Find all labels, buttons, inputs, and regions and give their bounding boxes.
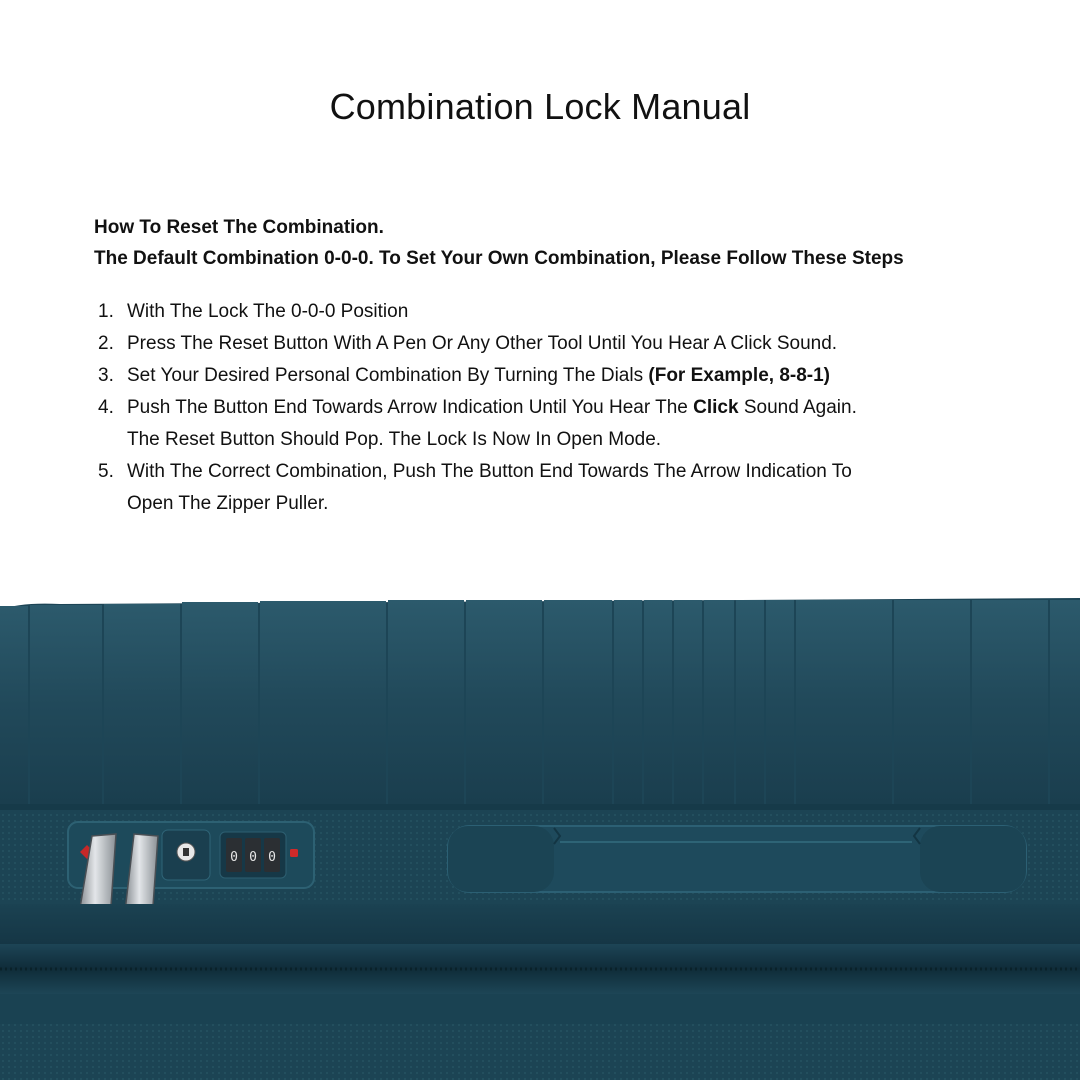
intro-default-combination: The Default Combination 0-0-0. To Set Your Own Combination, Please Follow These Steps [94, 248, 904, 269]
intro-heading: How To Reset The Combination. [94, 217, 384, 238]
carry-handle [448, 826, 1026, 892]
suitcase-ribs [0, 598, 1080, 805]
step-item [98, 360, 998, 392]
step-item [98, 392, 998, 456]
lock-dial: 0 [249, 850, 257, 865]
suitcase-photo [0, 590, 1080, 1080]
lock-dial: 0 [268, 850, 276, 865]
step-number: 2. [98, 333, 114, 354]
step-number: 1. [98, 301, 114, 322]
step-text-part: Press The Reset Button With A Pen Or Any Other Tool Until You Hear A Click Sound. [127, 333, 838, 354]
step-text-continuation: The Reset Button Should Pop. The Lock Is Now In Open Mode. [127, 429, 662, 450]
step-text [127, 296, 998, 328]
lock-dial: 0 [230, 850, 238, 865]
step-text-bold: Click [693, 397, 739, 418]
lower-band [0, 904, 1080, 944]
page-title: Combination Lock Manual [329, 86, 751, 127]
step-text-continuation: Open The Zipper Puller. [127, 493, 329, 514]
step-text-part: Set Your Desired Personal Combination By Turning The Dials [127, 365, 649, 386]
step-text [127, 392, 998, 456]
step-text-part: With The Correct Combination, Push The Button End Towards The Arrow Indication To [127, 461, 852, 482]
step-text-part: With The Lock The 0-0-0 Position [127, 301, 409, 322]
intro-block [94, 212, 1054, 274]
step-item [98, 296, 998, 328]
steps-list [98, 296, 998, 520]
step-number: 3. [98, 365, 114, 386]
step-number: 5. [98, 461, 114, 482]
step-text-bold: (For Example, 8-8-1) [648, 365, 830, 386]
step-text-part: Sound Again. [738, 397, 857, 418]
step-text [127, 456, 998, 520]
step-text [127, 360, 998, 392]
step-text [127, 328, 998, 360]
step-number: 4. [98, 397, 114, 418]
step-item [98, 456, 998, 520]
step-text-part: Push The Button End Towards Arrow Indication Until You Hear The [127, 397, 694, 418]
reset-button [290, 849, 298, 857]
step-item [98, 328, 998, 360]
